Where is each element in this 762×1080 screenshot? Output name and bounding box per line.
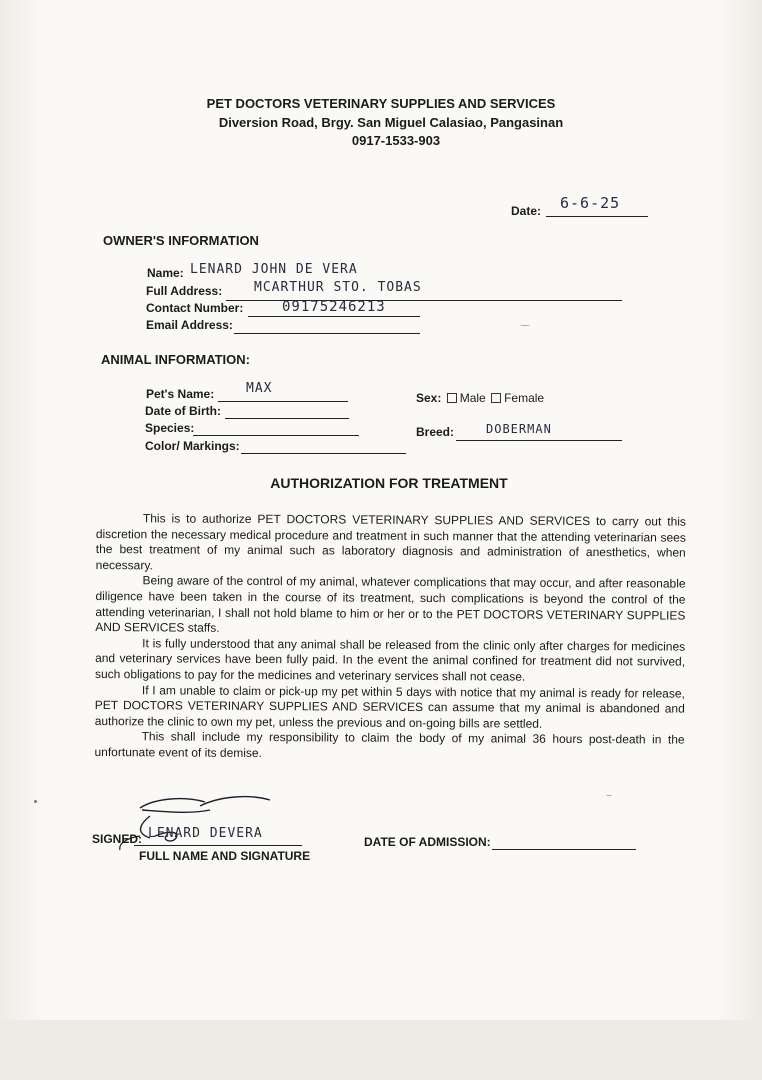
owner-contact-value: 09175246213 bbox=[282, 299, 386, 315]
scan-speck bbox=[520, 325, 530, 326]
clinic-address: Diversion Road, Brgy. San Miguel Calasiao, Pangasinan bbox=[218, 115, 564, 130]
admission-date-line bbox=[492, 849, 636, 850]
clinic-phone: 0917-1533-903 bbox=[351, 133, 441, 148]
species-line bbox=[193, 435, 359, 436]
authorization-paragraph-1: This is to authorize PET DOCTORS VETERINARY SUPPLIES AND SERVICES to carry out this discretion the necessary medical procedure and treatment in such manner that the attending veterinarian sees the best treatment of my animal such as laboratory diagnosis and administration of anesthetics, when necessary. bbox=[95, 511, 686, 573]
authorization-title: AUTHORIZATION FOR TREATMENT bbox=[270, 475, 508, 491]
date-line bbox=[546, 216, 648, 217]
scan-margin bbox=[0, 1020, 762, 1080]
owner-email-line bbox=[234, 333, 420, 334]
owner-section-title: OWNER'S INFORMATION bbox=[103, 233, 259, 248]
authorization-paragraph-5: This shall include my responsibility to claim the body of my animal 36 hours post-death in the unfortunate event of its demise. bbox=[94, 729, 685, 760]
pet-name-label: Pet's Name: bbox=[146, 387, 215, 401]
owner-name-value: LENARD JOHN DE VERA bbox=[190, 262, 358, 277]
date-value: 6-6-25 bbox=[560, 194, 621, 212]
breed-value: DOBERMAN bbox=[486, 422, 552, 436]
authorization-paragraph-4: If I am unable to claim or pick-up my pet within 5 days with notice that my animal is ready for release, PET DOCTORS VETERINARY SUPPLIES AND SERVICES can assume that my animal is abandoned and authorize the clinic to own my pet, unless the previous and on-going bills are settled. bbox=[94, 682, 685, 731]
sex-field bbox=[416, 391, 544, 405]
breed-label: Breed: bbox=[416, 425, 455, 439]
authorization-paragraph-2: Being aware of the control of my animal, whatever complications that may occur, and after reasonable diligence have been taken in the course of its treatment, such complications is beyond the control of the attending veterinarian, I shall not hold blame to him or her or to the PET DOCTORS VETERINARY SUPPLIES AND SERVICES staffs. bbox=[95, 573, 686, 635]
species-label: Species: bbox=[145, 421, 195, 435]
dob-line bbox=[225, 418, 349, 419]
owner-address-label: Full Address: bbox=[146, 284, 223, 298]
female-checkbox[interactable] bbox=[491, 393, 501, 403]
clinic-name: PET DOCTORS VETERINARY SUPPLIES AND SERVICES bbox=[206, 96, 556, 111]
owner-contact-line bbox=[248, 316, 420, 317]
signature-line bbox=[134, 845, 302, 846]
owner-address-value: MCARTHUR STO. TOBAS bbox=[254, 280, 422, 295]
signed-label: SIGNED: bbox=[92, 832, 143, 846]
signature-scribble bbox=[110, 788, 290, 858]
admission-date-label: DATE OF ADMISSION: bbox=[364, 835, 491, 849]
owner-name-label: Name: bbox=[147, 266, 184, 280]
breed-line bbox=[456, 440, 622, 441]
color-markings-line bbox=[241, 453, 406, 454]
signature-name: LENARD DEVERA bbox=[148, 826, 263, 841]
male-option: Male bbox=[459, 391, 486, 405]
scan-speck bbox=[606, 795, 612, 796]
pet-name-line bbox=[218, 401, 348, 402]
male-checkbox[interactable] bbox=[447, 393, 457, 403]
authorization-paragraph-3: It is fully understood that any animal shall be released from the clinic only after charges for medicines and veterinary services have been fully paid. In the event the animal confined for treatment did not survived, such obligations to pay for the medicines and veterinary services shall not cease. bbox=[94, 636, 686, 684]
signature-caption: FULL NAME AND SIGNATURE bbox=[139, 849, 311, 863]
dob-label: Date of Birth: bbox=[145, 404, 221, 418]
animal-section-title: ANIMAL INFORMATION: bbox=[101, 352, 250, 367]
female-option: Female bbox=[504, 391, 545, 405]
sex-label: Sex: bbox=[416, 391, 442, 405]
scan-speck bbox=[34, 800, 37, 803]
owner-contact-label: Contact Number: bbox=[146, 301, 244, 315]
authorization-body bbox=[94, 511, 686, 764]
owner-email-label: Email Address: bbox=[146, 318, 233, 332]
date-label: Date: bbox=[511, 204, 542, 218]
pet-name-value: MAX bbox=[246, 381, 273, 396]
color-markings-label: Color/ Markings: bbox=[145, 439, 240, 453]
